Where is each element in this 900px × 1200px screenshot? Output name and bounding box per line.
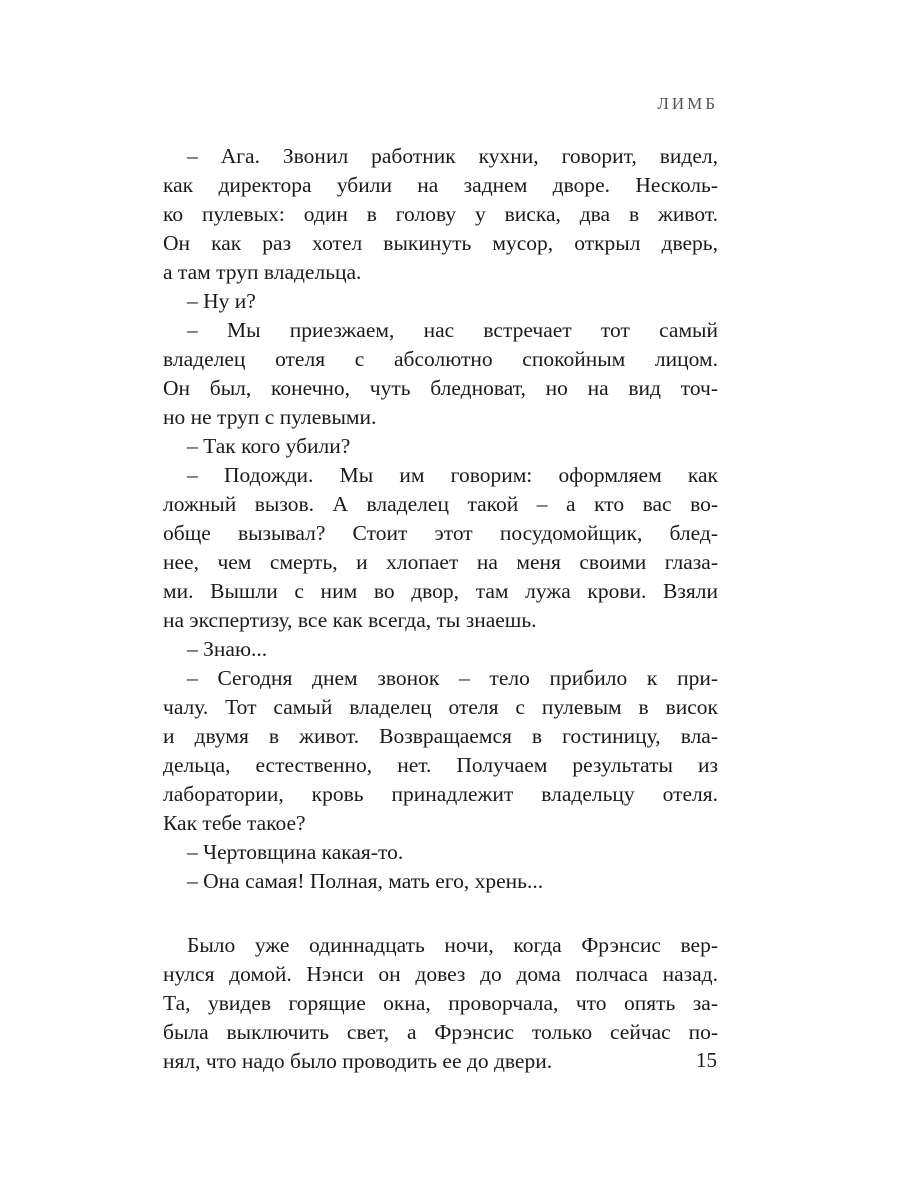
- text-line: обще вызывал? Стоит этот посудомойщик, блед-: [163, 521, 718, 545]
- text-line: дельца, естественно, нет. Получаем результаты из: [163, 753, 718, 777]
- text-line: – Ну и?: [187, 289, 256, 313]
- text-line: Как тебе такое?: [163, 811, 306, 835]
- text-line: – Чертовщина какая-то.: [187, 840, 404, 864]
- text-line: – Мы приезжаем, нас встречает тот самый: [187, 318, 718, 342]
- text-line: и двумя в живот. Возвращаемся в гостиницу, вла-: [163, 724, 718, 748]
- text-line: лаборатории, кровь принадлежит владельцу отеля.: [163, 782, 718, 806]
- text-line: Та, увидев горящие окна, проворчала, что опять за-: [163, 991, 718, 1015]
- text-line: – Сегодня днем звонок – тело прибило к при-: [187, 666, 718, 690]
- text-line: как директора убили на заднем дворе. Несколь-: [163, 173, 718, 197]
- text-line: на экспертизу, все как всегда, ты знаешь.: [163, 608, 537, 632]
- text-line: – Она самая! Полная, мать его, хрень...: [187, 869, 544, 893]
- page-number: 15: [696, 1048, 717, 1072]
- text-line: – Знаю...: [187, 637, 268, 661]
- text-line: ко пулевых: один в голову у виска, два в живот.: [163, 202, 718, 226]
- text-line: – Подожди. Мы им говорим: оформляем как: [187, 463, 718, 487]
- text-line: владелец отеля с абсолютно спокойным лицом.: [163, 347, 718, 371]
- text-line: нее, чем смерть, и хлопает на меня своими глаза-: [163, 550, 718, 574]
- text-line: Было уже одиннадцать ночи, когда Фрэнсис вер-: [187, 933, 718, 957]
- text-line: ми. Вышли с ним во двор, там лужа крови. Взяли: [163, 579, 718, 603]
- text-line: – Так кого убили?: [187, 434, 351, 458]
- text-line: нял, что надо было проводить ее до двери.: [163, 1049, 553, 1073]
- running-head: ЛИМБ: [657, 94, 718, 113]
- section-break: [163, 896, 718, 931]
- text-line: была выключить свет, а Фрэнсис только сейчас по-: [163, 1020, 718, 1044]
- text-line: чалу. Тот самый владелец отеля с пулевым в висок: [163, 695, 718, 719]
- text-line: – Ага. Звонил работник кухни, говорит, видел,: [187, 144, 718, 168]
- text-line: нулся домой. Нэнси он довез до дома полчаса назад.: [163, 962, 718, 986]
- text-line: Он как раз хотел выкинуть мусор, открыл дверь,: [163, 231, 718, 255]
- text-line: но не труп с пулевыми.: [163, 405, 377, 429]
- text-line: ложный вызов. А владелец такой – а кто вас во-: [163, 492, 718, 516]
- text-line: а там труп владельца.: [163, 260, 362, 284]
- body-text: [163, 142, 718, 1076]
- text-line: Он был, конечно, чуть бледноват, но на вид точ-: [163, 376, 718, 400]
